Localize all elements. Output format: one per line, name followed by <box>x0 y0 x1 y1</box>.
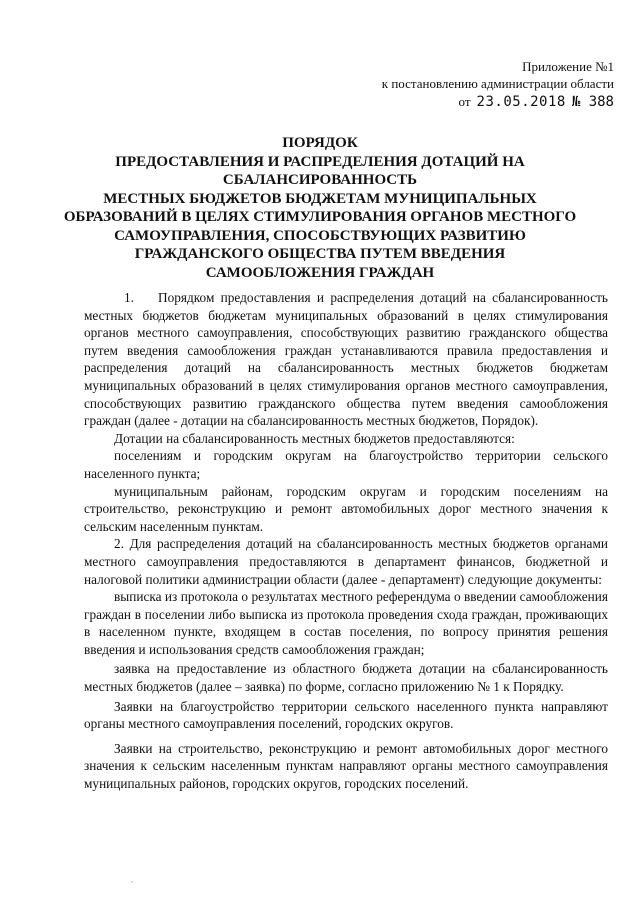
annex-number: № 388 <box>571 94 614 110</box>
document-body <box>84 289 608 793</box>
paragraph-1-number: 1. <box>124 290 134 305</box>
annex-ot: от <box>458 94 471 109</box>
paragraph-5: 2. Для распределения дотаций на сбалансированность местных бюджетов органами местного самоуправления предоставляются в департамент финансов, бюджетной и налоговой политики администрации области (далее - департамент) следующие документы: <box>84 536 608 587</box>
paragraph-8: Заявки на благоустройство территории сельского населенного пункта направляют органы местного самоуправления поселений, городских округов. <box>84 698 608 732</box>
scan-speck <box>131 881 133 883</box>
paragraph-4: муниципальным районам, городским округам и городским поселениям на строительство, реконструкцию и ремонт автомобильных дорог местного значения к сельским населенным пунктам. <box>84 483 608 534</box>
title-line: ГРАЖДАНСКОГО ОБЩЕСТВА ПУТЕМ ВВЕДЕНИЯ <box>134 246 506 262</box>
paragraph-1 <box>84 289 608 430</box>
paragraph-2: Дотации на сбалансированность местных бюджетов предоставляются: <box>114 430 515 446</box>
title-line: ПРЕДОСТАВЛЕНИЯ И РАСПРЕДЕЛЕНИЯ ДОТАЦИЙ НА <box>115 153 525 170</box>
document-title <box>60 134 580 282</box>
paragraph-6: выписка из протокола о результатах местного референдума о введении самообложения граждан в поселении либо выписка из протокола проведения схода граждан, проживающих в населенном пункте, входящем в состав поселения, по вопросу принятия решения введения и использования средств самообложения граждан; <box>84 589 608 657</box>
annex-header <box>382 58 614 111</box>
title-line: МЕСТНЫХ БЮДЖЕТОВ БЮДЖЕТАМ МУНИЦИПАЛЬНЫХ <box>103 190 537 207</box>
paragraph-7: заявка на предоставление из областного бюджета дотации на сбалансированность местных бюджетов (далее – заявка) по форме, согласно приложению № 1 к Порядку. <box>84 661 608 695</box>
paragraph-1-text: Порядком предоставления и распределения дотаций на сбалансированность местных бюджетов бюджетам муниципальных образований в целях стимулирования органов местного самоуправления, способствующих развитию гражданского общества путем введения самообложения граждан устанавливаются правила предоставления и распределения дотаций на сбалансированность местных бюджетов бюджетам муниципальных образований в целях стимулирования органов местного самоуправления, способствующих развитию гражданского общества путем введения самообложения граждан (далее - дотации на сбалансированность местных бюджетов, Порядок). <box>84 290 608 429</box>
title-line: САМООБЛОЖЕНИЯ ГРАЖДАН <box>205 264 435 281</box>
title-line: ОБРАЗОВАНИЙ В ЦЕЛЯХ СТИМУЛИРОВАНИЯ ОРГАНОВ МЕСТНОГО <box>63 209 577 225</box>
title-line: ПОРЯДОК <box>282 135 358 151</box>
annex-resolution: к постановлению администрации области <box>381 76 614 91</box>
annex-date-line <box>382 93 614 111</box>
title-line: СБАЛАНСИРОВАННОСТЬ <box>222 172 418 188</box>
paragraph-9: Заявки на строительство, реконструкцию и ремонт автомобильных дорог местного значения к сельским населенным пунктам направляют органы местного самоуправления муниципальных районов, городских округов, городских поселений. <box>84 740 608 792</box>
title-line: САМОУПРАВЛЕНИЯ, СПОСОБСТВУЮЩИХ РАЗВИТИЮ <box>114 227 526 244</box>
annex-title: Приложение №1 <box>522 59 614 74</box>
paragraph-3: поселениям и городским округам на благоустройство территории сельского населенного пункта; <box>84 448 608 481</box>
annex-date: 23.05.2018 <box>476 94 566 110</box>
